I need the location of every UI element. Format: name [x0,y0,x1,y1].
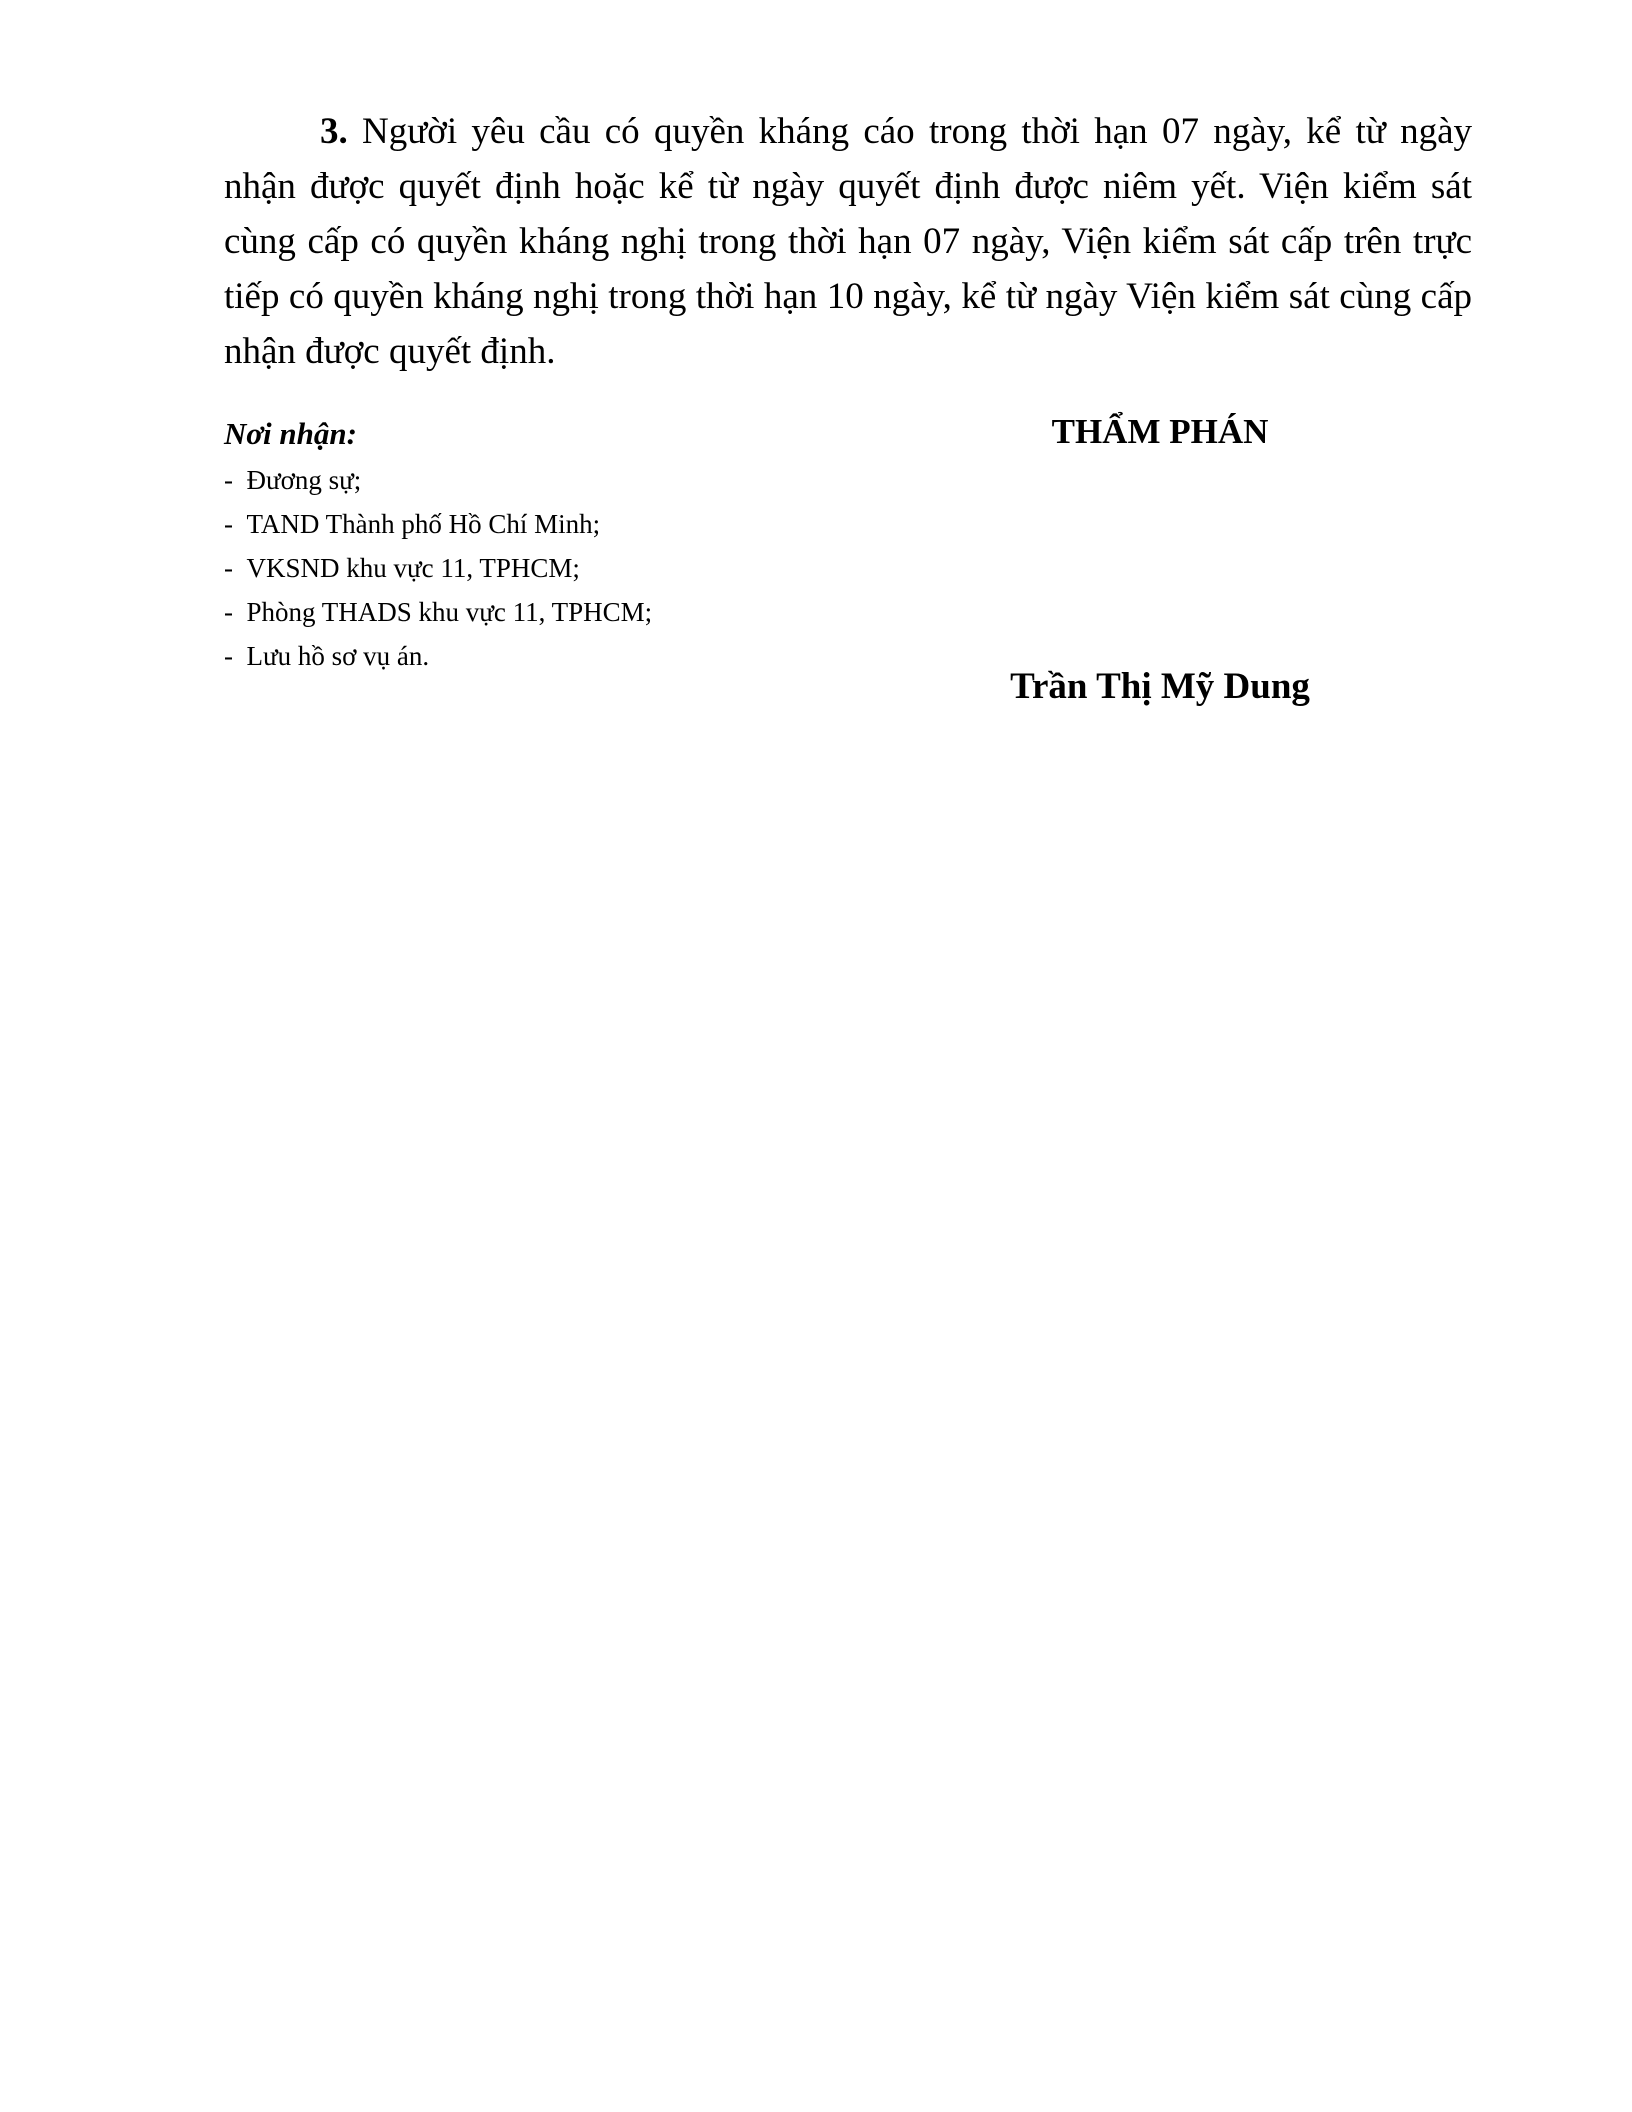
recipients-title: Nơi nhận: [224,416,357,451]
recipients-block [224,414,824,678]
signature-block [960,410,1360,707]
recipient-item: - Phòng THADS khu vực 11, TPHCM; [224,590,824,634]
signer-title: THẨM PHÁN [1051,412,1269,451]
signer-name: Trần Thị Mỹ Dung [1010,666,1310,707]
article-number: 3. [320,111,348,152]
recipient-item: - TAND Thành phố Hồ Chí Minh; [224,502,824,546]
recipient-item: - Lưu hồ sơ vụ án. [224,634,824,678]
article-text: Người yêu cầu có quyền kháng cáo trong thời hạn 07 ngày, kể từ ngày nhận được quyết định hoặc kể từ ngày quyết định được niêm yết. Viện kiểm sát cùng cấp có quyền kháng nghị trong thời hạn 07 ngày, Viện kiểm sát cấp trên trực tiếp có quyền kháng nghị trong thời hạn 10 ngày, kể từ ngày Viện kiểm sát cùng cấp nhận được quyết định. [224,111,1472,372]
recipient-item: - VKSND khu vực 11, TPHCM; [224,546,824,590]
article-paragraph [224,104,1472,379]
recipients-list [224,458,824,678]
recipient-item: - Đương sự; [224,458,824,502]
